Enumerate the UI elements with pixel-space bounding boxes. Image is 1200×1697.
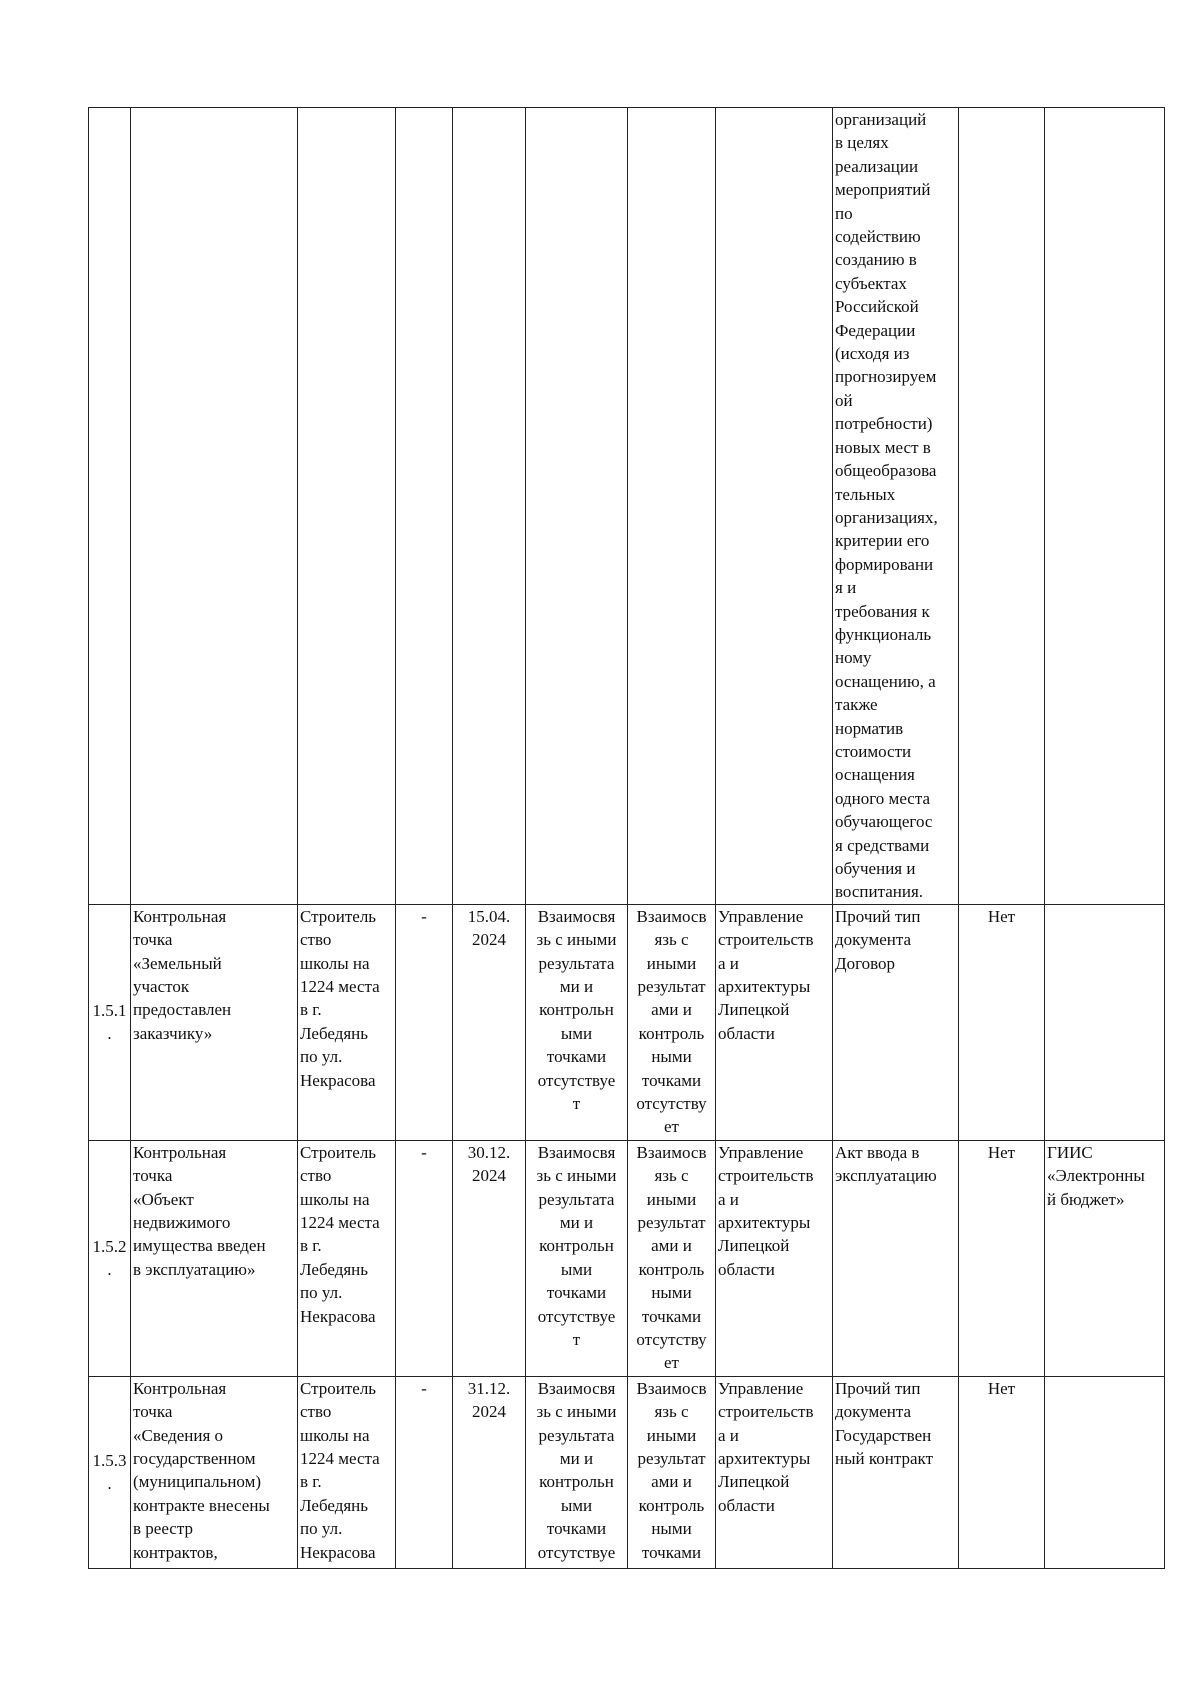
cell-object: Строитель ство школы на 1224 места в г. Лебедянь по ул. Некрасова [298,1376,396,1568]
cell-flag: Нет [959,904,1045,1140]
cell-next: Взаимосв язь с иными результат ами и контроль ными точками отсутству ет [628,904,716,1140]
cell-name: Контрольная точка «Объект недвижимого имущества введен в эксплуатацию» [131,1140,298,1376]
cell-start: - [396,904,453,1140]
cell-flag: Нет [959,1376,1045,1568]
cell-doc-continued: организаций в целях реализации мероприятий по содействию созданию в субъектах Российской Федерации (исходя из прогнозируем ой потребности) новых мест в общеобразова тельных организациях, критерии его формировани я и требования к функциональ ному оснащению, а также норматив стоимости оснащения одного места обучающегос я средствами обучения и воспитания. [833,108,959,905]
cell-resp: Управление строительств а и архитектуры Липецкой области [716,1140,833,1376]
cell-resp [716,108,833,905]
cell-name [131,108,298,905]
plan-table [88,107,1165,1569]
cell-start: - [396,1376,453,1568]
cell-doc: Прочий тип документа Государствен ный контракт [833,1376,959,1568]
cell-object: Строитель ство школы на 1224 места в г. Лебедянь по ул. Некрасова [298,904,396,1140]
cell-num: 1.5.2 . [89,1140,131,1376]
cell-flag [959,108,1045,905]
cell-next [628,108,716,905]
cell-object [298,108,396,905]
cell-start [396,108,453,905]
table-row [89,1376,1165,1568]
cell-end: 31.12. 2024 [453,1376,526,1568]
cell-next: Взаимосв язь с иными результат ами и контроль ными точками отсутству ет [628,1140,716,1376]
cell-prev: Взаимосвя зь с иными результата ми и контрольн ыми точками отсутствуе [526,1376,628,1568]
table-row-continued [89,108,1165,905]
cell-prev [526,108,628,905]
cell-end: 15.04. 2024 [453,904,526,1140]
table-row [89,904,1165,1140]
cell-num [89,108,131,905]
cell-resp: Управление строительств а и архитектуры Липецкой области [716,1376,833,1568]
cell-num: 1.5.3 . [89,1376,131,1568]
cell-sys: ГИИС «Электронны й бюджет» [1045,1140,1165,1376]
cell-prev: Взаимосвя зь с иными результата ми и контрольн ыми точками отсутствуе т [526,1140,628,1376]
cell-name: Контрольная точка «Сведения о государственном (муниципальном) контракте внесены в реестр контрактов, [131,1376,298,1568]
cell-object: Строитель ство школы на 1224 места в г. Лебедянь по ул. Некрасова [298,1140,396,1376]
cell-sys [1045,904,1165,1140]
cell-flag: Нет [959,1140,1045,1376]
cell-next: Взаимосв язь с иными результат ами и контроль ными точками [628,1376,716,1568]
cell-num: 1.5.1 . [89,904,131,1140]
cell-prev: Взаимосвя зь с иными результата ми и контрольн ыми точками отсутствуе т [526,904,628,1140]
cell-resp: Управление строительств а и архитектуры Липецкой области [716,904,833,1140]
cell-end [453,108,526,905]
cell-doc: Прочий тип документа Договор [833,904,959,1140]
cell-sys [1045,108,1165,905]
cell-start: - [396,1140,453,1376]
cell-sys [1045,1376,1165,1568]
table-row [89,1140,1165,1376]
cell-name: Контрольная точка «Земельный участок предоставлен заказчику» [131,904,298,1140]
cell-doc: Акт ввода в эксплуатацию [833,1140,959,1376]
cell-end: 30.12. 2024 [453,1140,526,1376]
